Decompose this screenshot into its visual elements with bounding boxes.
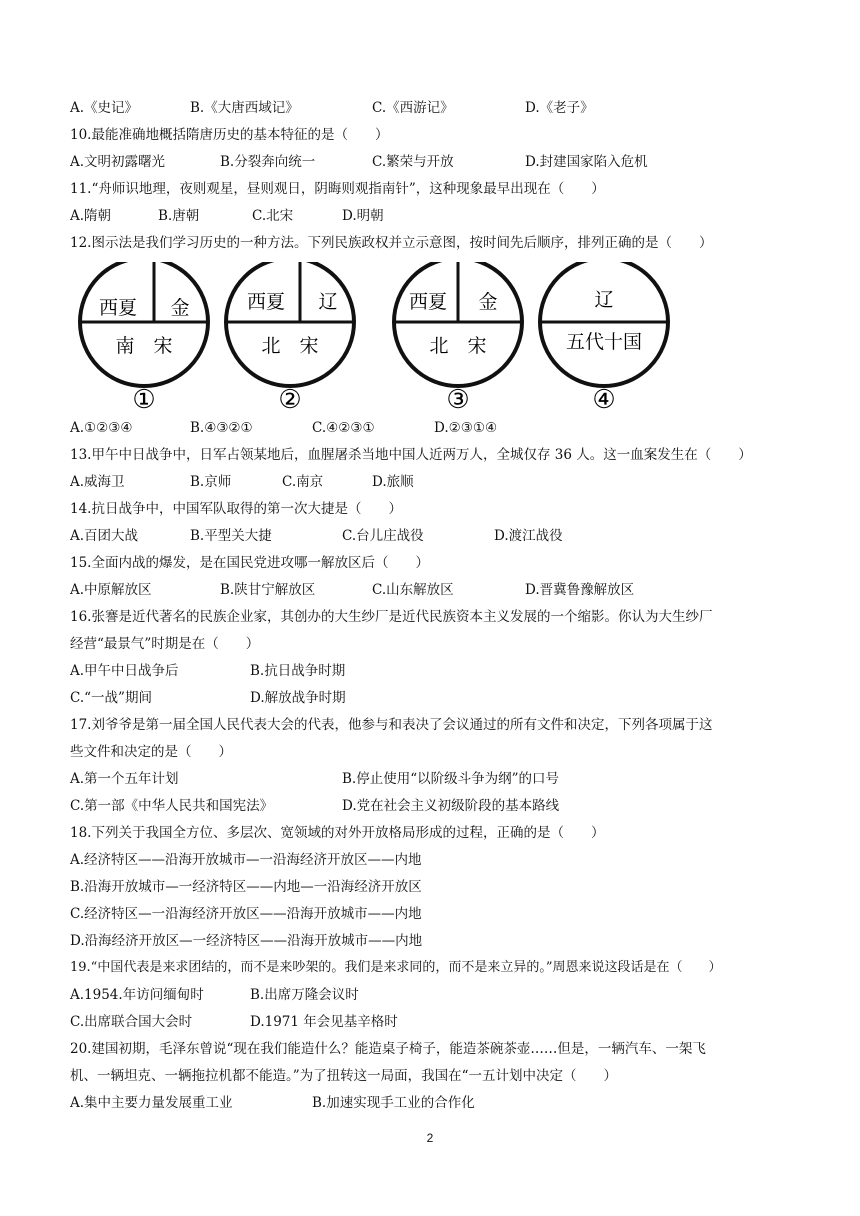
q15-option-b: B.陕甘宁解放区 — [220, 582, 316, 598]
circle2-top-left: 西夏 — [246, 291, 286, 313]
circle4-number: ④ — [592, 385, 616, 412]
q18-option-b: B.沿海开放城市—一经济特区——内地—一沿海经济开放区 — [70, 879, 422, 895]
circle4-top: 辽 — [594, 289, 614, 311]
q17-option-b: B.停止使用“以阶级斗争为纲”的口号 — [342, 771, 560, 787]
q19-option-d: D.1971 年会见基辛格时 — [250, 1014, 398, 1030]
question-16-line-1: 16.张謇是近代著名的民族企业家，其创办的大生纱厂是近代民族资本主义发展的一个缩影。你认为大生纱厂 — [70, 609, 713, 625]
q10-option-c: C.繁荣与开放 — [372, 154, 454, 170]
q18-option-c: C.经济特区—一沿海经济开放区——沿海开放城市——内地 — [70, 906, 422, 922]
q15-option-c: C.山东解放区 — [372, 582, 454, 598]
diagram-circle-2 — [226, 262, 354, 412]
q16-option-c: C.“一战”期间 — [70, 690, 152, 706]
circle1-top-right: 金 — [170, 297, 190, 319]
q12-option-b: B.④③②① — [190, 420, 253, 436]
circle3-number: ③ — [446, 385, 470, 412]
q9-option-a: A.《史记》 — [70, 100, 139, 116]
q9-option-b: B.《大唐西域记》 — [190, 100, 299, 116]
circle3-top-left: 西夏 — [408, 291, 448, 313]
question-19: 19.“中国代表是来求团结的，而不是来吵架的。我们是来求同的，而不是来立异的。”周恩来说这段话是在（ ） — [70, 960, 722, 975]
q19-option-a: A.1954.年访问缅甸时 — [70, 987, 204, 1003]
q11-option-b: B.唐朝 — [158, 208, 200, 224]
q9-option-c: C.《西游记》 — [372, 100, 454, 116]
q17-option-c: C.第一部《中华人民共和国宪法》 — [70, 798, 274, 814]
q9-option-d: D.《老子》 — [525, 100, 594, 116]
circle3-bottom: 北 宋 — [429, 335, 487, 357]
q12-option-c: C.④②③① — [312, 420, 375, 436]
q14-option-c: C.台儿庄战役 — [342, 528, 424, 544]
question-15: 15.全面内战的爆发，是在国民党进攻哪一解放区后（ ） — [70, 555, 429, 571]
question-20-line-1: 20.建国初期，毛泽东曾说“现在我们能造什么？能造桌子椅子，能造茶碗茶壶……但是，一辆汽车、一架飞 — [70, 1041, 706, 1057]
q13-option-d: D.旅顺 — [372, 474, 414, 490]
circle4-bottom: 五代十国 — [565, 331, 643, 353]
q13-option-c: C.南京 — [282, 474, 324, 490]
q16-option-d: D.解放战争时期 — [250, 690, 346, 706]
circle1-bottom: 南 宋 — [115, 335, 173, 357]
diagram-circle-3 — [394, 262, 522, 412]
q11-option-c: C.北宋 — [252, 208, 294, 224]
q10-option-d: D.封建国家陷入危机 — [525, 154, 648, 170]
circle2-top-right: 辽 — [318, 291, 338, 313]
diagram-circle-1 — [80, 262, 208, 412]
question-17-line-1: 17.刘爷爷是第一届全国人民代表大会的代表，他参与和表决了会议通过的所有文件和决定，下列各项属于这 — [70, 717, 713, 733]
q14-option-d: D.渡江战役 — [494, 528, 563, 544]
question-20-line-2: 机、一辆坦克、一辆拖拉机都不能造。”为了扭转这一局面，我国在“一五计划中决定（ ） — [70, 1068, 618, 1084]
question-11: 11.“舟师识地理，夜则观星，昼则观日，阴晦则观指南针”，这种现象最早出现在（ ） — [70, 181, 605, 197]
q16-option-a: A.甲午中日战争后 — [70, 663, 179, 679]
question-18: 18.下列关于我国全方位、多层次、宽领域的对外开放格局形成的过程，正确的是（ ） — [70, 825, 605, 841]
diagram-circle-4 — [540, 262, 668, 412]
q20-option-a: A.集中主要力量发展重工业 — [70, 1095, 233, 1111]
q11-option-d: D.明朝 — [342, 208, 384, 224]
circle1-number: ① — [132, 385, 156, 412]
q15-option-a: A.中原解放区 — [70, 582, 152, 598]
q17-option-d: D.党在社会主义初级阶段的基本路线 — [342, 798, 560, 814]
question-17-line-2: 些文件和决定的是（ ） — [70, 744, 232, 760]
q15-option-d: D.晋冀鲁豫解放区 — [525, 582, 635, 598]
circle1-top-left: 西夏 — [98, 297, 138, 319]
question-14: 14.抗日战争中，中国军队取得的第一次大捷是（ ） — [70, 501, 402, 517]
regimes-diagram — [72, 262, 672, 412]
q13-option-a: A.威海卫 — [70, 474, 125, 490]
q18-option-d: D.沿海经济开放区—一经济特区——沿海开放城市——内地 — [70, 933, 423, 949]
question-12: 12.图示法是我们学习历史的一种方法。下列民族政权并立示意图，按时间先后顺序，排列正确的是（ ） — [70, 235, 713, 251]
q19-option-b: B.出席万隆会议时 — [250, 987, 359, 1003]
question-13: 13.甲午中日战争中，日军占领某地后，血腥屠杀当地中国人近两万人，全城仅存 36 人。这一血案发生在（ ） — [70, 447, 752, 463]
page-number: 2 — [426, 1131, 434, 1145]
q13-option-b: B.京师 — [190, 474, 232, 490]
q17-option-a: A.第一个五年计划 — [70, 771, 179, 787]
circle2-number: ② — [278, 385, 302, 412]
q11-option-a: A.隋朝 — [70, 208, 112, 224]
q18-option-a: A.经济特区——沿海开放城市—一沿海经济开放区——内地 — [70, 852, 422, 868]
q14-option-b: B.平型关大捷 — [190, 528, 272, 544]
circle3-top-right: 金 — [478, 291, 498, 313]
q14-option-a: A.百团大战 — [70, 528, 139, 544]
q16-option-b: B.抗日战争时期 — [250, 663, 346, 679]
q19-option-c: C.出席联合国大会时 — [70, 1014, 193, 1030]
question-16-line-2: 经营“最景气”时期是在（ ） — [70, 636, 260, 652]
question-10: 10.最能准确地概括隋唐历史的基本特征的是（ ） — [70, 127, 389, 143]
q12-option-a: A.①②③④ — [70, 420, 133, 436]
circle2-bottom: 北 宋 — [261, 335, 319, 357]
q10-option-a: A.文明初露曙光 — [70, 154, 166, 170]
q20-option-b: B.加速实现手工业的合作化 — [312, 1095, 475, 1111]
q12-option-d: D.②③①④ — [434, 420, 498, 436]
q10-option-b: B.分裂奔向统一 — [220, 154, 316, 170]
